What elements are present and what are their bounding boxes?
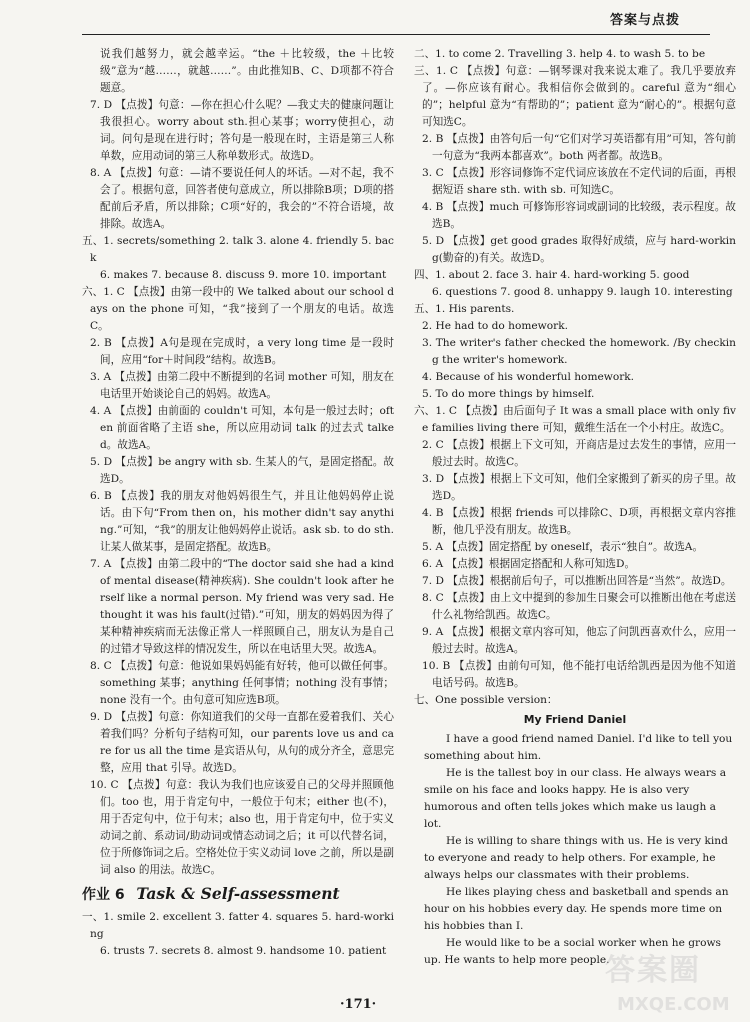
answer-item: 4. A 【点拨】由前面的 couldn't 可知，本句是一般过去时；often 前面省略了主语 she，所以应用动词 talk 的过去式 talked。故选A。 bbox=[90, 405, 394, 451]
answer-item: 说我们越努力，就会越幸运。“the ＋比较级，the ＋比较级”意为“越……，就越……”。由此推知B、C、D项都不符合题意。 bbox=[100, 48, 394, 94]
essay-paragraph: He is the tallest boy in our class. He always wears a smile on his face and looks happy. He is also very humorous and often tells jokes which make us laugh a lot. bbox=[424, 767, 727, 830]
watermark-url: MXQE.COM bbox=[617, 994, 730, 1015]
answer-item: 5. To do more things by himself. bbox=[422, 388, 595, 400]
answer-item: 三、1. C 【点拨】句意：—钢琴课对我来说太难了。我几乎要放弃了。—你应该有耐心。我相信你会做到的。careful 意为“细心的”；helpful 意为“有帮助的”；patient 意为“耐心的”。根据句意可知选C。 bbox=[414, 65, 736, 128]
answer-item: 2. He had to do homework. bbox=[422, 320, 568, 332]
page-header bbox=[0, 0, 750, 40]
right-column bbox=[414, 46, 736, 969]
answer-item: 五、1. His parents. bbox=[414, 303, 515, 315]
header-divider bbox=[82, 34, 710, 35]
answer-item: 9. D 【点拨】句意：你知道我们的父母一直都在爱着我们、关心着我们吗？分析句子结构可知，our parents love us and care for us all the time 是宾语从句，从句的成分齐全，意思完整，应用 that 引导。故选D。 bbox=[90, 711, 394, 774]
answer-item: 7. D 【点拨】句意：—你在担心什么呢？—我丈夫的健康问题让我很担心。worry about sth.担心某事；worry使担心，动词。问句是现在进行时；答句是一般现在时，主语是第三人称单数，应用动词的第三人称单数形式。故选D。 bbox=[90, 99, 394, 162]
watermark-title: 答案圈 bbox=[605, 953, 701, 988]
answer-item: 五、1. secrets/something 2. talk 3. alone 4. friendly 5. back bbox=[82, 235, 394, 264]
answer-item: 4. B 【点拨】much 可修饰形容词或副词的比较级，表示程度。故选B。 bbox=[422, 201, 736, 230]
answer-item: 5. D 【点拨】be angry with sb. 生某人的气，是固定搭配。故选D。 bbox=[90, 456, 394, 485]
essay-title: My Friend Daniel bbox=[523, 713, 627, 726]
answer-item: 一、1. smile 2. excellent 3. fatter 4. squares 5. hard-working bbox=[82, 911, 394, 940]
answer-item: 六、1. C 【点拨】由第一段中的 We talked about our school days on the phone 可知，“我”接到了一个朋友的电话。故选C。 bbox=[82, 286, 394, 332]
answer-item: 2. B 【点拨】由答句后一句“它们对学习英语都有用”可知，答句前一句意为“我两本都喜欢”。both 两者都。故选B。 bbox=[422, 133, 736, 162]
answer-item: 六、1. C 【点拨】由后面句子 It was a small place with only five families living there 可知，戴维生活在一个小村庄。故选C。 bbox=[414, 405, 736, 434]
answer-item: 4. B 【点拨】根据 friends 可以排除C、D项，再根据文章内容推断，他几乎没有朋友。故选B。 bbox=[422, 507, 736, 536]
essay-paragraph: He is willing to share things with us. He is very kind to everyone and ready to help others. For example, he always helps our classmates with their problems. bbox=[424, 835, 728, 881]
answer-item: 5. A 【点拨】固定搭配 by oneself，表示“独自”。故选A。 bbox=[422, 541, 704, 553]
essay-paragraph: He would like to be a social worker when he grows up. He wants to help more people. bbox=[424, 937, 721, 966]
section-heading bbox=[82, 885, 394, 905]
answer-item: 6. makes 7. because 8. discuss 9. more 10. important bbox=[100, 269, 387, 281]
answer-item: 8. A 【点拨】句意：—请不要说任何人的坏话。—对不起，我不会了。根据句意，回答者使句意成立，所以排除B项；D项的搭配前后矛盾，所以排除；C项“好的，我会的”不符合语境，故排除。故选A。 bbox=[90, 167, 394, 230]
answer-item: 3. The writer's father checked the homework. /By checking the writer's homework. bbox=[422, 337, 736, 366]
answer-item: 2. B 【点拨】A句是现在完成时，a very long time 是一段时间，应用“for＋时间段”结构。故选B。 bbox=[90, 337, 394, 366]
answer-item: 6. questions 7. good 8. unhappy 9. laugh 10. interesting bbox=[432, 286, 733, 298]
answer-item: 6. B 【点拨】我的朋友对他妈妈很生气，并且让他妈妈停止说话。由下句“From then on，his mother didn't say anything.”可知，“我”的朋友让他妈妈停止说话。ask sb. to do sth. 让某人做某事，是固定搭配。故选B。 bbox=[90, 490, 394, 553]
left-column bbox=[82, 46, 394, 960]
answer-item: 6. trusts 7. secrets 8. almost 9. handsome 10. patient bbox=[100, 945, 387, 957]
answer-item: 7. D 【点拨】根据前后句子，可以推断出回答是“当然”。故选D。 bbox=[422, 575, 732, 587]
answer-item: 3. A 【点拨】由第二段中不断提到的名词 mother 可知，朋友在电话里开始谈论自己的妈妈。故选A。 bbox=[90, 371, 394, 400]
answer-item: 6. A 【点拨】根据固定搭配和人称可知选D。 bbox=[422, 558, 636, 570]
answer-item: 3. D 【点拨】根据上下文可知，他们全家搬到了新买的房子里。故选D。 bbox=[422, 473, 736, 502]
answer-item: 四、1. about 2. face 3. hair 4. hard-working 5. good bbox=[414, 269, 690, 281]
answer-item: 10. B 【点拨】由前句可知，他不能打电话给凯西是因为他不知道电话号码。故选B。 bbox=[422, 660, 736, 689]
section-title: Task & Self-assessment bbox=[136, 884, 340, 903]
answer-item: 3. C 【点拨】形容词修饰不定代词应该放在不定代词的后面，再根据短语 share sth. with sb. 可知选C。 bbox=[422, 167, 736, 196]
answer-item: 10. C 【点拨】句意：我认为我们也应该爱自己的父母并照顾他们。too 也，用于肯定句中，一般位于句末；either 也(不)，用于否定句中，位于句末；also 也，用于肯定句中，位于实义动词之前、系动词/助动词或情态动词之后；it 可以代替名词，位于所修饰词之后。空格处位于实义动词 love 之前，所以是副词 also 的用法。故选C。 bbox=[90, 779, 394, 876]
answer-item: 5. D 【点拨】get good grades 取得好成绩，应与 hard-working(勤奋的)有关。故选D。 bbox=[422, 235, 736, 264]
answer-item: 2. C 【点拨】根据上下文可知，开商店是过去发生的事情，应用一般过去时。故选C。 bbox=[422, 439, 736, 468]
answer-item: 9. A 【点拨】根据文章内容可知，他忘了问凯西喜欢什么，应用一般过去时。故选A。 bbox=[422, 626, 736, 655]
answer-item: 8. C 【点拨】由上文中提到的参加生日聚会可以推断出他在考虑送什么礼物给凯西。故选C。 bbox=[422, 592, 736, 621]
essay-paragraph: He likes playing chess and basketball and spends an hour on his hobbies every day. He spends more time on his hobbies than I. bbox=[424, 886, 729, 932]
section-label: 作业 6 bbox=[82, 887, 125, 903]
answer-item: 二、1. to come 2. Travelling 3. help 4. to wash 5. to be bbox=[414, 48, 706, 60]
answer-item: 8. C 【点拨】句意：他说如果妈妈能有好转，他可以做任何事。something 某事；anything 任何事情；nothing 没有事情；none 没有一个。由句意可知应选B项。 bbox=[90, 660, 394, 706]
essay-paragraph: I have a good friend named Daniel. I'd like to tell you something about him. bbox=[424, 733, 733, 762]
watermark-logo bbox=[605, 953, 735, 1018]
answer-item: 4. Because of his wonderful homework. bbox=[422, 371, 635, 383]
answer-item: 七、One possible version： bbox=[414, 694, 558, 706]
header-title: 答案与点拨 bbox=[609, 13, 680, 28]
answer-item: 7. A 【点拨】由第二段中的“The doctor said she had a kind of mental disease(精神疾病). She couldn't look after herself like a normal person. My friend was very sad. He thought it was his fault(过错).”可知，朋友的妈妈因为得了某种精神疾病而无法像正常人一样照顾自己，朋友认为是自己的过错才导致这样的情况发生，所以在电话里大哭。故选A。 bbox=[90, 558, 394, 655]
page-number: ·171· bbox=[340, 997, 377, 1012]
